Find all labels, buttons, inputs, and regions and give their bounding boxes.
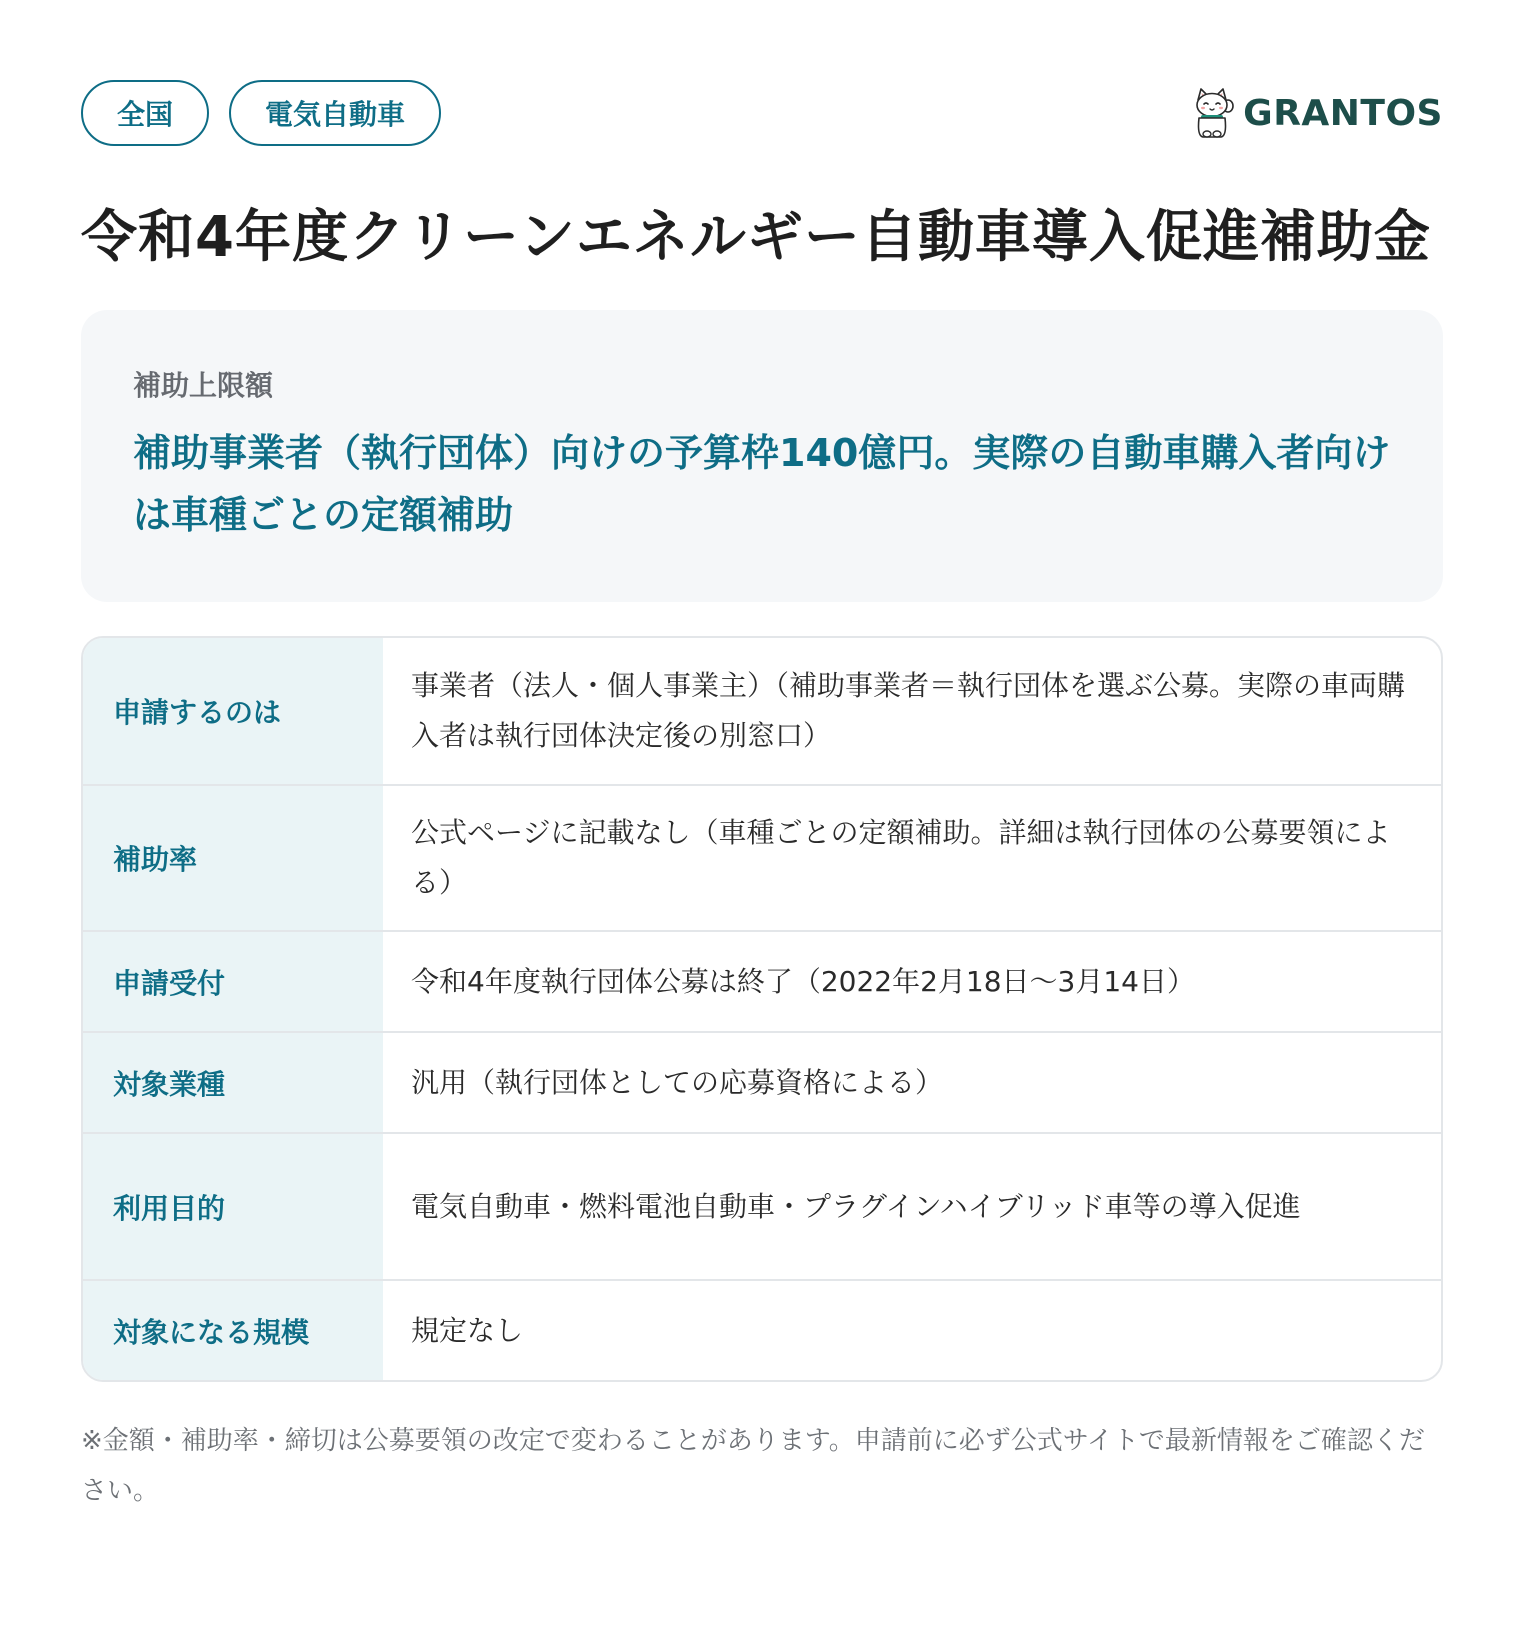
tag-category[interactable]: 電気自動車: [229, 80, 441, 146]
info-value: 汎用（執行団体としての応募資格による）: [411, 1065, 944, 1099]
disclaimer-note: ※金額・補助率・締切は公募要領の改定で変わることがあります。申請前に必ず公式サイトで最新情報をご確認ください。: [81, 1426, 1425, 1506]
info-table: [81, 636, 1443, 1382]
info-row-industry: [83, 1031, 1441, 1132]
info-key: 対象になる規模: [83, 1281, 383, 1380]
info-value: 令和4年度執行団体公募は終了（2022年2月18日〜3月14日）: [411, 964, 1195, 998]
tag-region[interactable]: 全国: [81, 80, 209, 146]
info-key: 補助率: [83, 786, 383, 930]
info-row-subsidy-rate: [83, 784, 1441, 930]
info-value: 電気自動車・燃料電池自動車・プラグインハイブリッド車等の導入促進: [411, 1189, 1301, 1223]
info-key: 対象業種: [83, 1033, 383, 1132]
info-value: 規定なし: [411, 1313, 524, 1347]
info-key: 申請受付: [83, 932, 383, 1031]
info-row-applicant: [83, 638, 1441, 784]
amount-value: 補助事業者（執行団体）向けの予算枠140億円。実際の自動車購入者向けは車種ごとの定額補助: [133, 431, 1391, 537]
amount-label: 補助上限額: [133, 369, 274, 402]
info-value: 公式ページに記載なし（車種ごとの定額補助。詳細は執行団体の公募要領による）: [411, 816, 1391, 899]
header: [81, 80, 1443, 152]
lucky-cat-icon: [1189, 86, 1235, 140]
info-row-application-period: [83, 930, 1441, 1031]
page: [81, 80, 1443, 1516]
info-row-purpose: [83, 1132, 1441, 1279]
page-title: 令和4年度クリーンエネルギー自動車導入促進補助金: [81, 205, 1431, 270]
info-key: 利用目的: [83, 1134, 383, 1279]
logo[interactable]: [1189, 86, 1443, 140]
info-value: 事業者（法人・個人事業主）（補助事業者＝執行団体を選ぶ公募。実際の車両購入者は執行団体決定後の別窓口）: [411, 669, 1406, 752]
info-key: 申請するのは: [83, 638, 383, 784]
amount-card: [81, 310, 1443, 602]
info-row-scale: [83, 1279, 1441, 1380]
logo-text: GRANTOS: [1243, 92, 1443, 134]
